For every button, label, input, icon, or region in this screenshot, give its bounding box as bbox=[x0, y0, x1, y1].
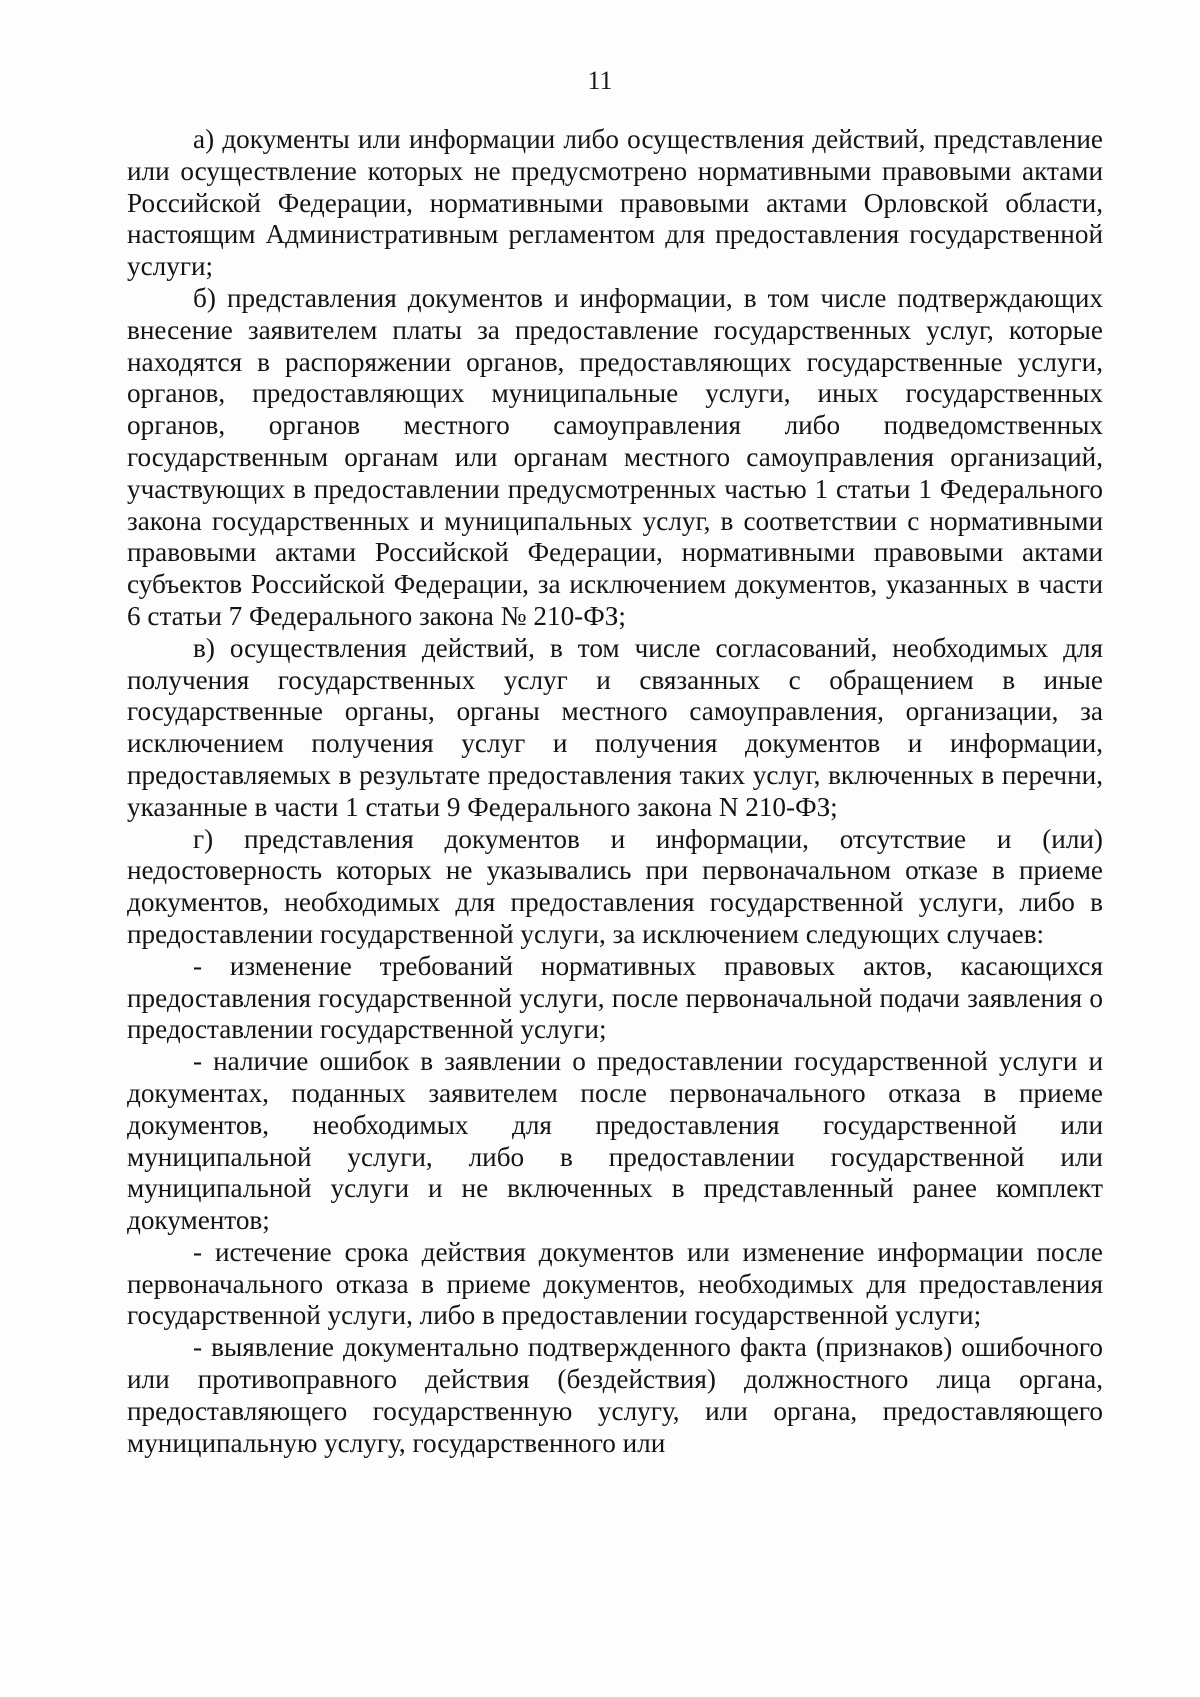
paragraph-case-requirements-change: - изменение требований нормативных правовых актов, касающихся предоставления государственной услуги, после первоначальной подачи заявления о предоставлении государственной услуги; bbox=[127, 950, 1103, 1045]
paragraph-item-v: в) осуществления действий, в том числе согласований, необходимых для получения государственных услуг и связанных с обращением в иные государственные органы, органы местного самоуправления, организации, за исключением получения услуг и получения документов и информации, предоставляемых в результате предоставления таких услуг, включенных в перечни, указанные в части 1 статьи 9 Федерального закона N 210-ФЗ; bbox=[127, 632, 1103, 822]
document-body bbox=[127, 124, 1103, 1459]
paragraph-case-document-expiry: - истечение срока действия документов или изменение информации после первоначального отказа в приеме документов, необходимых для предоставления государственной услуги, либо в предоставлении государственной услуги; bbox=[127, 1236, 1103, 1331]
paragraph-item-a: а) документы или информации либо осуществления действий, представление или осуществление которых не предусмотрено нормативными правовыми актами Российской Федерации, нормативными правовыми актами Орловской области, настоящим Административным регламентом для предоставления государственной услуги; bbox=[127, 124, 1103, 282]
paragraph-case-official-misconduct: - выявление документально подтвержденного факта (признаков) ошибочного или противоправного действия (бездействия) должностного лица органа, предоставляющего государственную услугу, или органа, предоставляющего муниципальную услугу, государственного или bbox=[127, 1332, 1103, 1458]
paragraph-item-g: г) представления документов и информации, отсутствие и (или) недостоверность которых не указывались при первоначальном отказе в приеме документов, необходимых для предоставления государственной услуги, либо в предоставлении государственной услуги, за исключением следующих случаев: bbox=[127, 823, 1103, 949]
paragraph-case-application-errors: - наличие ошибок в заявлении о предоставлении государственной услуги и документах, поданных заявителем после первоначального отказа в приеме документов, необходимых для предоставления государственной или муниципальной услуги, либо в предоставлении государственной или муниципальной услуги и не включенных в представленный ранее комплект документов; bbox=[127, 1046, 1103, 1236]
paragraph-item-b: б) представления документов и информации, в том числе подтверждающих внесение заявителем платы за предоставление государственных услуг, которые находятся в распоряжении органов, предоставляющих государственные услуги, органов, предоставляющих муниципальные услуги, иных государственных органов, органов местного самоуправления либо подведомственных государственным органам или органам местного самоуправления организаций, участвующих в предоставлении предусмотренных частью 1 статьи 1 Федерального закона государственных и муниципальных услуг, в соответствии с нормативными правовыми актами Российской Федерации, нормативными правовыми актами субъектов Российской Федерации, за исключением документов, указанных в части 6 статьи 7 Федерального закона № 210-ФЗ; bbox=[127, 282, 1103, 631]
page-number: 11 bbox=[587, 66, 613, 95]
